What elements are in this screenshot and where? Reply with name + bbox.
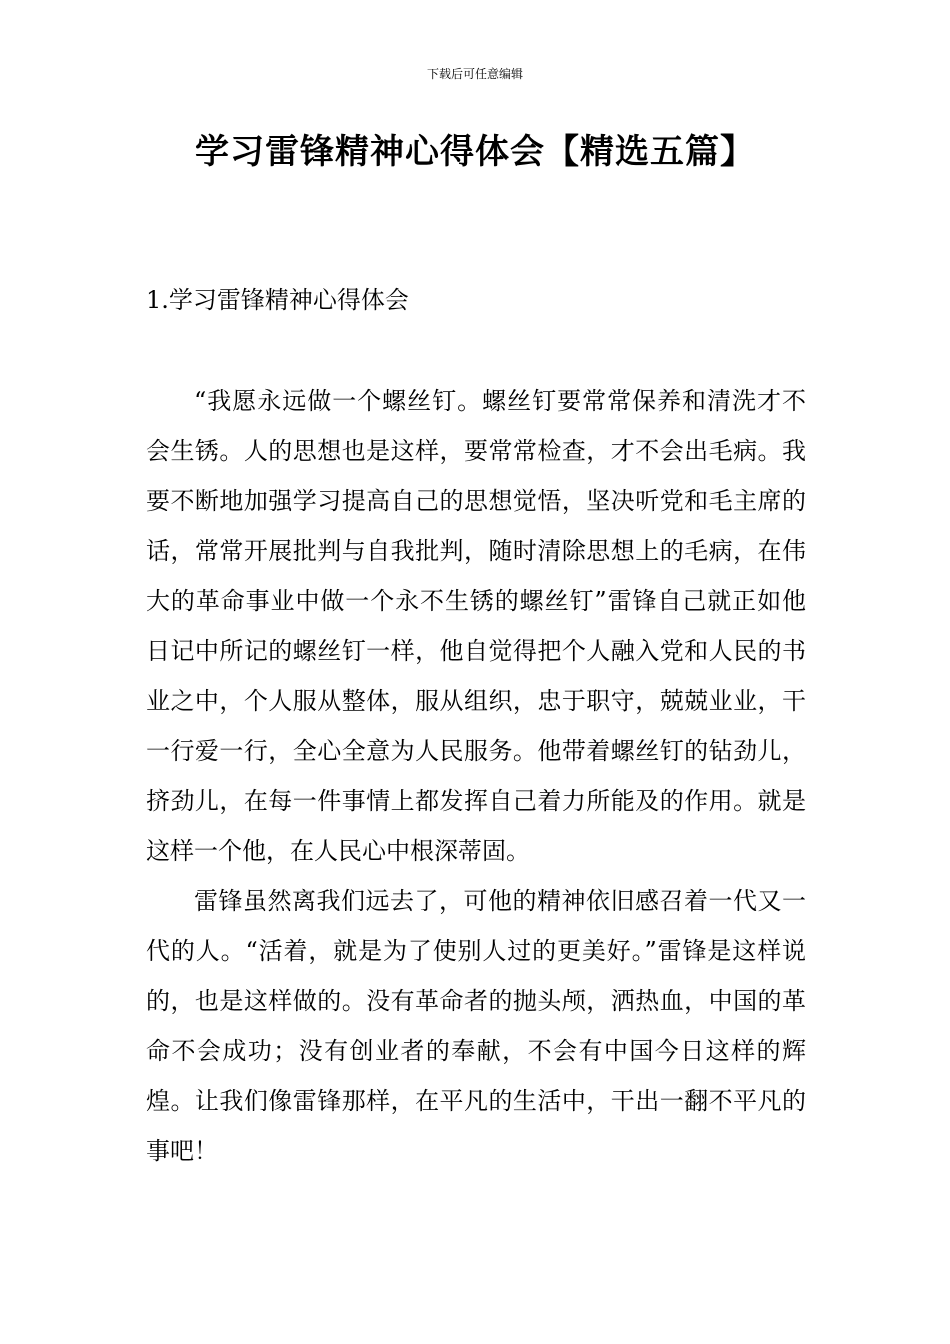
header-note: 下载后可任意编辑 [426,67,523,81]
section-body [146,376,806,1176]
document-title: 学习雷锋精神心得体会【精选五篇】 [195,132,755,172]
paragraph: 雷锋虽然离我们远去了，可他的精神依旧感召着一代又一代的人。“活着，就是为了使别人过的更美好。”雷锋是这样说的，也是这样做的。没有革命者的抛头颅，洒热血，中国的革命不会成功；没有创业者的奉献，不会有中国今日这样的辉煌。让我们像雷锋那样，在平凡的生活中，干出一翻不平凡的事吧！ [146,887,806,1165]
paragraph: “我愿永远做一个螺丝钉。螺丝钉要常常保养和清洗才不会生锈。人的思想也是这样，要常常检查，才不会出毛病。我要不断地加强学习提高自己的思想觉悟，坚决听党和毛主席的话，常常开展批判与自我批判，随时清除思想上的毛病，在伟大的革命事业中做一个永不生锈的螺丝钉”雷锋自己就正如他日记中所记的螺丝钉一样，他自觉得把个人融入党和人民的书业之中，个人服从整体，服从组织，忠于职守，兢兢业业，干一行爱一行，全心全意为人民服务。他带着螺丝钉的钻劲儿，挤劲儿，在每一件事情上都发挥自己着力所能及的作用。就是这样一个他，在人民心中根深蒂固。 [146,387,806,865]
section-heading: 1.学习雷锋精神心得体会 [146,286,409,314]
